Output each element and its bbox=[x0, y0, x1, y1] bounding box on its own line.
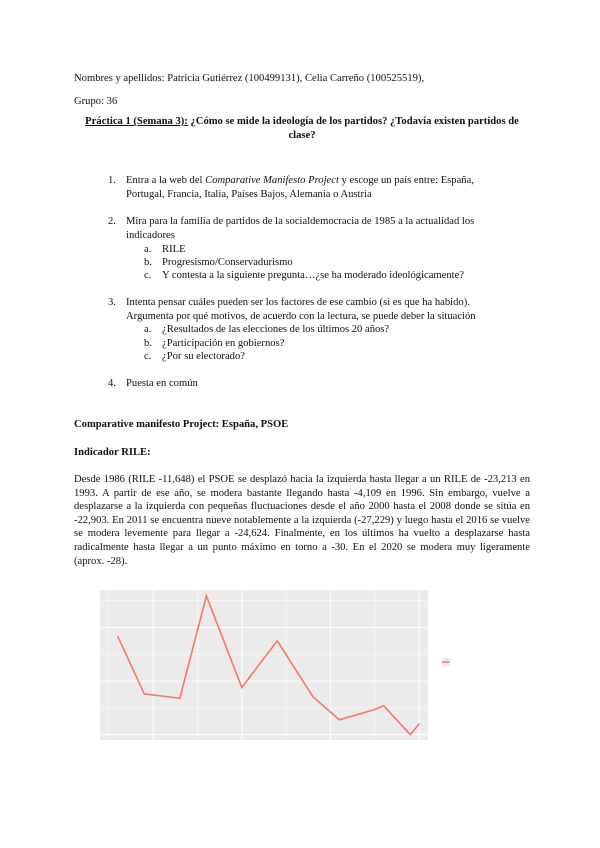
data-point bbox=[410, 734, 411, 735]
data-point bbox=[206, 595, 207, 596]
list-item-1-line2: Portugal, Francia, Italia, Países Bajos, Alemania o Austria bbox=[126, 189, 372, 200]
sub-letter: a. bbox=[144, 244, 152, 255]
sub-item-3c bbox=[144, 350, 245, 364]
data-point bbox=[312, 696, 313, 697]
list-item-4: Puesta en común bbox=[126, 378, 198, 389]
sub-item-2b bbox=[144, 256, 293, 270]
list-item-3-line1: Intenta pensar cuáles pueden ser los factores de ese cambio (si es que ha habido). bbox=[126, 297, 470, 308]
rile-chart bbox=[74, 584, 530, 756]
data-point bbox=[277, 640, 278, 641]
sub-item-2a bbox=[144, 243, 186, 257]
sub-text: Y contesta a la siguiente pregunta…¿se ha moderado ideológicamente? bbox=[162, 270, 464, 281]
cmp-name: Comparative Manifesto Project bbox=[205, 175, 339, 186]
list-num-3: 3. bbox=[108, 297, 116, 308]
sub-letter: a. bbox=[144, 324, 152, 335]
sub-text: ¿Resultados de las elecciones de los últimos 20 años? bbox=[162, 324, 390, 335]
section-heading: Comparative manifesto Project: España, PSOE bbox=[74, 419, 289, 430]
data-point bbox=[339, 719, 340, 720]
group-line: Grupo: 36 bbox=[74, 96, 118, 107]
rile-chart-svg bbox=[74, 584, 530, 756]
data-point bbox=[117, 636, 118, 637]
assignment-title bbox=[74, 115, 530, 143]
list-item-3-line2: Argumenta por qué motivos, de acuerdo con la lectura, se puede deber la situación bbox=[126, 311, 476, 322]
data-point bbox=[383, 705, 384, 706]
data-point bbox=[241, 687, 242, 688]
sub-letter: c. bbox=[144, 270, 152, 281]
sub-item-3a bbox=[144, 323, 390, 337]
data-point bbox=[144, 693, 145, 694]
list-item-2 bbox=[126, 215, 506, 243]
list-num-1: 1. bbox=[108, 175, 116, 186]
list-item-1-post: y escoge un país entre: España, bbox=[338, 175, 474, 186]
list-item-2-line1: Mira para la familia de partidos de la socialdemocracia de 1985 a la actualidad los bbox=[126, 216, 475, 227]
authors-line: Nombres y apellidos: Patricia Gutiérrez (100499131), Celia Carreño (100525519), bbox=[74, 73, 425, 84]
sub-text: Progresismo/Conservadurismo bbox=[162, 257, 293, 268]
data-point bbox=[374, 709, 375, 710]
title-main-2: clase? bbox=[288, 130, 316, 141]
data-point bbox=[419, 723, 420, 724]
list-num-2: 2. bbox=[108, 216, 116, 227]
title-prefix: Práctica 1 (Semana 3): bbox=[85, 116, 188, 127]
rile-heading: Indicador RILE: bbox=[74, 447, 151, 458]
plot-panel bbox=[100, 590, 428, 740]
sub-item-2c bbox=[144, 269, 464, 283]
list-item-1-pre: Entra a la web del bbox=[126, 175, 206, 186]
sub-text: RILE bbox=[162, 244, 186, 255]
sub-letter: b. bbox=[144, 338, 152, 349]
list-item-1 bbox=[126, 174, 506, 202]
sub-text: ¿Participación en gobiernos? bbox=[162, 338, 285, 349]
data-point bbox=[179, 698, 180, 699]
list-item-2-line2: indicadores bbox=[126, 230, 175, 241]
sub-letter: b. bbox=[144, 257, 152, 268]
sub-text: ¿Por su electorado? bbox=[162, 351, 245, 362]
sub-letter: c. bbox=[144, 351, 152, 362]
list-item-3 bbox=[126, 296, 526, 324]
sub-item-3b bbox=[144, 337, 285, 351]
list-num-4: 4. bbox=[108, 378, 116, 389]
rile-paragraph: Desde 1986 (RILE -11,648) el PSOE se desplazó hacia la izquierda hasta llegar a un RILE de -23,213 en 1993. A partir de ese año, se modera bastante llegando hasta -4,109 en 1996. Sin embargo, vuelve a desplazarse a la izquierda con pequeñas fluctuaciones desde el año 2000 hasta el 2008 donde se sitúa en -22,903. En 2011 se encuentra nueve notablemente a la izquierda (-27,229) y luego hasta el 2016 se vuelve se modera levemente para llegar a -24,624. Finalmente, en los últimos ha vuelto a desplazarse hasta radicalmente hasta llegar a un punto máximo en torno a -30. En el 2020 se modera muy ligeramente (aprox. -28). bbox=[74, 474, 530, 567]
title-main-1: ¿Cómo se mide la ideología de los partidos? ¿Todavía existen partidos de bbox=[187, 116, 519, 127]
